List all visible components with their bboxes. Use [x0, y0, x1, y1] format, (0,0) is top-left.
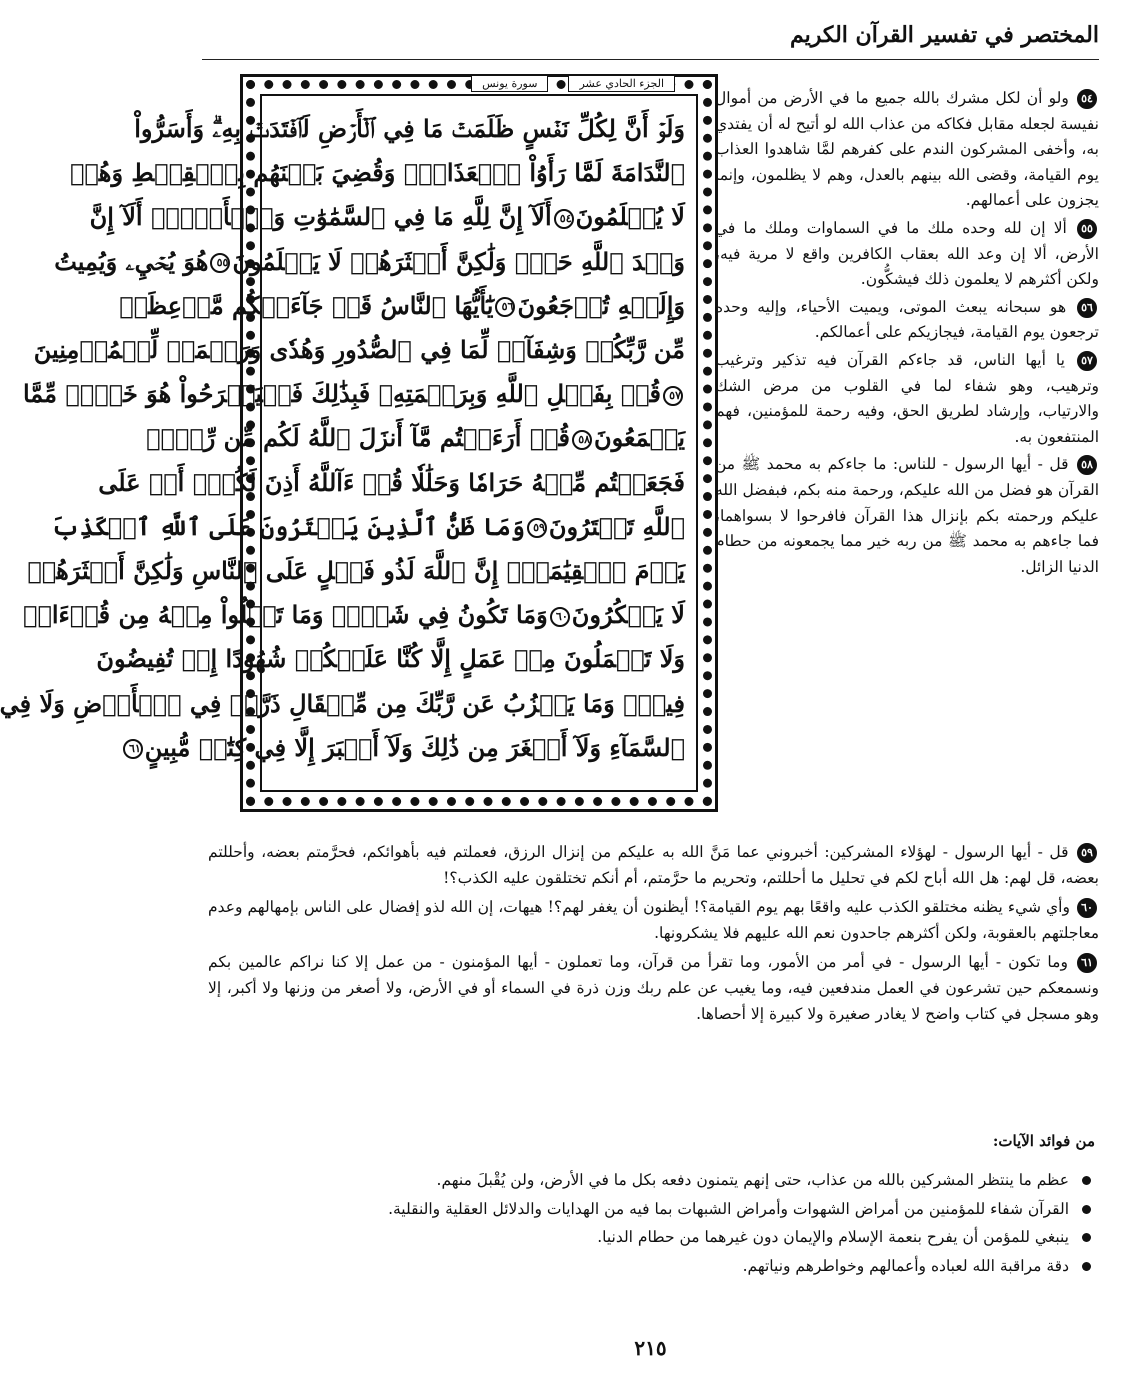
verse-line — [134, 107, 685, 151]
page-number-text: ٢١٥ — [634, 1336, 667, 1360]
verse-text: وَمَا ظَنُّ ٱلَّذِينَ يَفۡتَرُونَ عَلَى ٱللَّهِ ٱلۡكَذِبَ — [51, 511, 525, 541]
verse-text: لَا يُظۡلَمُونَ — [575, 202, 685, 232]
tafsir-text: يا أيها الناس، قد جاءكم القرآن فيه تذكير وترغيب وترهيب، وهو شفاء لما في القلوب من مرض الشك والارتياب، وإرشاد لطريق الحق، وفيه رحمة للمؤمنين، فهم المنتفعون به. — [715, 350, 1099, 446]
benefit-text: دقة مراقبة الله لعباده وأعمالهم وخواطرهم ونياتهم. — [742, 1256, 1069, 1275]
tafsir-text: قل - أيها الرسول - للناس: ما جاءكم به محمد ﷺ من القرآن هو فضل من الله عليكم، ورحمة منه بكم، فبفضل الله عليكم ورحمته بكم بإنزال هذا القرآن فافرحوا لا بسواهما، فما جاءهم به محمد ﷺ من ربه خير مما يجمعونه من حطام الدنيا الزائل. — [715, 455, 1099, 576]
verse-number-marker: ٥٥ — [1077, 219, 1097, 239]
surah-label: سورة يونس — [471, 75, 548, 92]
benefits-list — [208, 1168, 1095, 1282]
verse-number-marker: ٦١ — [123, 739, 143, 759]
verse-line — [0, 682, 685, 726]
verse-text: قُلۡ بِفَضۡلِ ٱللَّهِ وَبِرَحۡمَتِهِۦ فَبِذَٰلِكَ فَلۡيَفۡرَحُواْ هُوَ خَيۡرٞ مِّمَّا — [22, 379, 661, 409]
verse-text: فَجَعَلۡتُم مِّنۡهُ حَرَامٗا وَحَلَٰلٗا قُلۡ ءَآللَّهُ أَذِنَ لَكُمۡۖ أَمۡ عَلَى — [98, 467, 685, 497]
tafsir-paragraph — [715, 452, 1099, 580]
benefit-text: ينبغي للمؤمن أن يفرح بنعمة الإسلام والإيمان دون غيرهما من حطام الدنيا. — [597, 1228, 1069, 1247]
verse-line — [54, 240, 685, 284]
tafsir-full-width — [208, 840, 1099, 1031]
benefit-text: القرآن شفاء للمؤمنين من أمراض الشهوات وأمراض الشبهات بما فيه من الهدايات والدلائل العقلية والنقلية. — [388, 1199, 1069, 1218]
quran-verses — [0, 107, 685, 783]
verse-line — [128, 726, 685, 770]
verse-line — [27, 549, 685, 593]
page-number — [178, 1336, 1123, 1360]
benefit-item — [208, 1197, 1095, 1223]
benefit-item — [208, 1225, 1095, 1251]
verse-line — [98, 461, 685, 505]
verse-text: ٱلنَّدَامَةَ لَمَّا رَأَوُاْ ٱلۡعَذَابَۖ وَقُضِيَ بَيۡنَهُم بِٱلۡقِسۡطِ وَهُمۡ — [69, 158, 685, 188]
verse-text: وَلَوۡ أَنَّ لِكُلِّ نَفۡسٍ ظَلَمَتۡ مَا فِي ٱلۡأَرۡضِ لَٱفۡتَدَتۡ بِهِۦۗ وَأَسَرُّواْ — [134, 114, 685, 143]
verse-line — [119, 284, 685, 328]
verse-text: وَمَا تَكُونُ فِي شَأۡنٖ وَمَا تَتۡلُواْ مِنۡهُ مِن قُرۡءَانٖ — [23, 600, 548, 630]
benefits-heading: من فوائد الآيات: — [992, 1132, 1095, 1150]
verse-text: هُوَ يُحۡيِۦ وَيُمِيتُ — [54, 246, 209, 276]
verse-text: ٱلسَّمَآءِ وَلَآ أَصۡغَرَ مِن ذَٰلِكَ وَلَآ أَكۡبَرَ إِلَّا فِي كِتَٰبٖ مُّبِينٍ — [144, 732, 685, 762]
verse-number-marker: ٥٥ — [210, 253, 230, 273]
tafsir-paragraph — [208, 840, 1099, 891]
verse-number-marker: ٥٤ — [554, 209, 574, 229]
verse-line — [51, 505, 685, 549]
verse-line — [23, 593, 685, 637]
verse-number-marker: ٥٩ — [527, 518, 547, 538]
tafsir-text: هو سبحانه يبعث الموتى، ويميت الأحياء، وإليه وحده ترجعون يوم القيامة، فيجازيكم على أعمالكم. — [715, 297, 1099, 342]
verse-text: مِّن رَّبِّكُمۡ وَشِفَآءٞ لِّمَا فِي ٱلصُّدُورِ وَهُدٗى وَرَحۡمَةٞ لِّلۡمُؤۡمِنِينَ — [33, 335, 685, 365]
juz-label: الجزء الحادي عشر — [568, 75, 675, 92]
verse-text: أَلَآ إِنَّ لِلَّهِ مَا فِي ٱلسَّمَٰوَٰتِ وَٱلۡأَرۡضِۗ أَلَآ إِنَّ — [89, 202, 552, 232]
verse-text: لَا يَشۡكُرُونَ — [571, 600, 685, 630]
verse-text: وَلَا تَعۡمَلُونَ مِنۡ عَمَلٍ إِلَّا كُنَّا عَلَيۡكُمۡ شُهُودًا إِذۡ تُفِيضُونَ — [96, 644, 685, 674]
quran-frame — [0, 74, 718, 812]
bullet-icon — [1082, 1176, 1091, 1185]
verse-line — [146, 416, 685, 460]
verse-text: يَٰٓأَيُّهَا ٱلنَّاسُ قَدۡ جَآءَتۡكُم مَّوۡعِظَةٞ — [119, 290, 494, 320]
benefit-item — [208, 1254, 1095, 1280]
verse-text: ٱللَّهِ تَفۡتَرُونَ — [548, 511, 685, 541]
verse-number-marker: ٥٤ — [1077, 89, 1097, 109]
bullet-icon — [1082, 1233, 1091, 1242]
verse-line — [89, 195, 685, 239]
verse-text: وَعۡدَ ٱللَّهِ حَقّٞ وَلَٰكِنَّ أَكۡثَرَهُمۡ لَا يَعۡلَمُونَ — [232, 246, 685, 276]
tafsir-paragraph — [208, 895, 1099, 946]
verse-number-marker: ٦١ — [1077, 953, 1097, 973]
verse-line — [96, 637, 685, 681]
tafsir-paragraph — [715, 86, 1099, 214]
verse-text: فِيهِۚ وَمَا يَعۡزُبُ عَن رَّبِّكَ مِن مِّثۡقَالِ ذَرَّةٖ فِي ٱلۡأَرۡضِ وَلَا فِي — [0, 688, 685, 718]
verse-text: يَوۡمَ ٱلۡقِيَٰمَةِۗ إِنَّ ٱللَّهَ لَذُو فَضۡلٍ عَلَى ٱلنَّاسِ وَلَٰكِنَّ أَكۡثَرَهُمۡ — [27, 556, 685, 586]
tafsir-paragraph — [715, 348, 1099, 450]
verse-text: وَإِلَيۡهِ تُرۡجَعُونَ — [517, 290, 685, 320]
tafsir-side-column — [715, 86, 1099, 582]
benefit-item — [208, 1168, 1095, 1194]
verse-number-marker: ٥٨ — [1077, 455, 1097, 475]
verse-number-marker: ٥٦ — [495, 297, 515, 317]
frame-labels — [471, 75, 675, 92]
verse-number-marker: ٦٠ — [550, 607, 570, 627]
verse-line — [22, 372, 685, 416]
bullet-icon — [1082, 1205, 1091, 1214]
book-title: المختصر في تفسير القرآن الكريم — [790, 22, 1099, 48]
bullet-icon — [1082, 1262, 1091, 1271]
tafsir-text: وأي شيء يظنه مختلقو الكذب عليه واقعًا بهم يوم القيامة؟! أيظنون أن يغفر لهم؟! هيهات، إن الله لذو إفضال على الناس بإمهالهم وعدم معاجلتهم بالعقوبة، ولكن أكثرهم جاحدون نعم الله عليهم فلا يشكرونها. — [208, 898, 1099, 942]
tafsir-text: ألا إن لله وحده ملك ما في السماوات وملك ما في الأرض، ألا إن وعد الله بعقاب الكافرين واقع لا مرية فيه، ولكن أكثرهم لا يعلمون ذلك فيشكُّون. — [715, 218, 1099, 289]
verse-number-marker: ٥٨ — [572, 430, 592, 450]
verse-number-marker: ٥٧ — [663, 386, 683, 406]
tafsir-text: ولو أن لكل مشرك بالله جميع ما في الأرض من أموال نفيسة لجعله مقابل فكاكه من عذاب الله لو أتيح له أن يفتدي به، وأخفى المشركون الندم على كفرهم لمَّا شاهدوا العذاب يوم القيامة، وقضى الله بينهم بالعدل، وهم لا يظلمون، وإنما يجزون على أعمالهم. — [715, 89, 1099, 210]
verse-number-marker: ٥٧ — [1077, 351, 1097, 371]
tafsir-text: قل - أيها الرسول - لهؤلاء المشركين: أخبروني عما مَنَّ الله به عليكم من إنزال الرزق، فعملتم فيه بأهوائكم، فحرَّمتم بعضه، وأحللتم بعضه، قل لهم: هل الله أباح لكم في تحليل ما أحللتم، وتحريم ما حرَّمتم، أم أنكم تختلقون عليه الكذب؟! — [208, 843, 1099, 887]
page-header — [202, 10, 1099, 60]
tafsir-text: وما تكون - أيها الرسول - في أمر من الأمور، وما تقرأ من قرآن، وما تعملون - أيها المؤمنون - من عمل إلا كنا نراكم عالمين بكم ونسمعكم حين تشرعون في العمل مندفعين فيه، وما يغيب عن علم ربك وزن ذرة في السماء أو في الأرض، ولا أصغر من وزنها ولا أكبر، إلا وهو مسجل في كتاب واضح لا يغادر صغيرة ولا كبيرة إلا أحصاها. — [208, 953, 1099, 1023]
verse-line — [33, 328, 685, 372]
tafsir-paragraph — [715, 216, 1099, 293]
verse-text: يَجۡمَعُونَ — [594, 423, 685, 453]
tafsir-paragraph — [715, 295, 1099, 346]
tafsir-paragraph — [208, 950, 1099, 1027]
verse-number-marker: ٦٠ — [1077, 898, 1097, 918]
verse-number-marker: ٥٦ — [1077, 298, 1097, 318]
verse-line — [69, 151, 685, 195]
verse-number-marker: ٥٩ — [1077, 843, 1097, 863]
benefit-text: عظم ما ينتظر المشركين بالله من عذاب، حتى إنهم يتمنون دفعه بكل ما في الأرض، ولن يُقْبلَ منهم. — [436, 1171, 1069, 1189]
verse-text: قُلۡ أَرَءَيۡتُم مَّآ أَنزَلَ ٱللَّهُ لَكُم مِّن رِّزۡقٖ — [146, 423, 571, 453]
